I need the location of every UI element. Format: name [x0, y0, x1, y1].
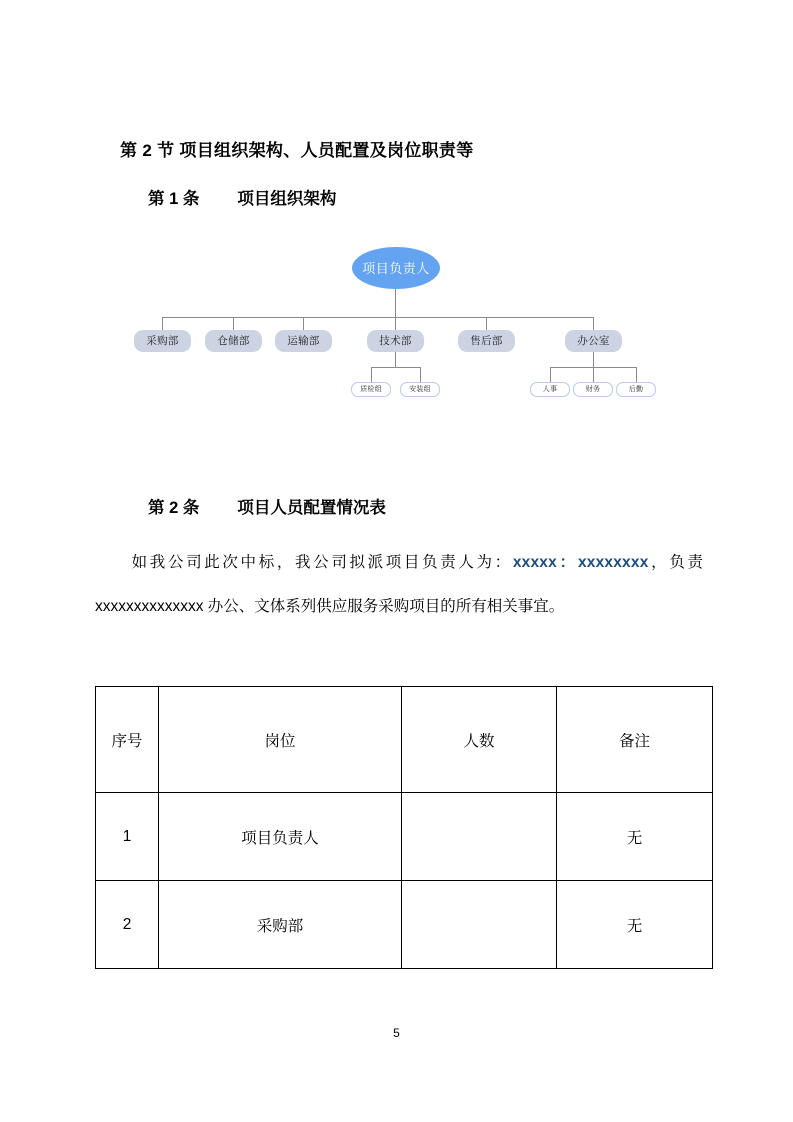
table-header-note: 备注: [557, 687, 713, 793]
connector-office-drop-2: [593, 367, 594, 382]
article-1-title: 项目组织架构: [237, 190, 337, 208]
table-cell-post: 采购部: [159, 881, 402, 969]
org-node-sub-installation: 安装组: [400, 382, 440, 397]
page-number: 5: [393, 1026, 400, 1040]
org-node-sub-finance: 财务: [573, 382, 613, 397]
org-node-dept-office: 办公室: [565, 330, 622, 352]
table-cell-no: 1: [96, 793, 159, 881]
connector-technical-stem: [395, 352, 396, 367]
connector-office-drop-3: [636, 367, 637, 382]
article-2-number: 第 2 条: [148, 499, 200, 517]
connector-drop-2: [233, 317, 234, 330]
connector-root-stem: [395, 289, 396, 317]
table-header-no: 序号: [96, 687, 159, 793]
connector-drop-4: [395, 317, 396, 330]
org-node-dept-technical: 技术部: [367, 330, 424, 352]
connector-drop-1: [162, 317, 163, 330]
connector-bus: [162, 317, 593, 318]
table-cell-count: [402, 793, 557, 881]
connector-technical-drop-1: [371, 367, 372, 382]
connector-drop-5: [486, 317, 487, 330]
paragraph-part-1: 如我公司此次中标，我公司拟派项目负责人为：: [129, 554, 513, 571]
table-cell-count: [402, 881, 557, 969]
article-1-number: 第 1 条: [148, 190, 200, 208]
body-paragraph: [95, 541, 703, 629]
personnel-table: [95, 686, 713, 969]
org-node-root: 项目负责人: [352, 247, 440, 289]
table-header-row: [96, 687, 713, 793]
article-2-heading: [148, 494, 386, 518]
table-row: [96, 881, 713, 969]
article-1-heading: [148, 185, 336, 209]
section-heading: 第 2 节 项目组织架构、人员配置及岗位职责等: [120, 141, 474, 160]
org-node-dept-purchasing: 采购部: [134, 330, 191, 352]
connector-drop-3: [303, 317, 304, 330]
org-node-sub-quality: 质检组: [351, 382, 391, 397]
article-2-title: 项目人员配置情况表: [237, 499, 386, 517]
connector-office-stem: [593, 352, 594, 367]
table-row: [96, 793, 713, 881]
paragraph-highlight: xxxxx：xxxxxxxx: [512, 554, 649, 571]
connector-drop-6: [593, 317, 594, 330]
org-node-sub-logistics: 后勤: [616, 382, 656, 397]
table-header-count: 人数: [402, 687, 557, 793]
connector-technical-drop-2: [420, 367, 421, 382]
connector-office-drop-1: [550, 367, 551, 382]
table-cell-note: 无: [557, 881, 713, 969]
table-header-post: 岗位: [159, 687, 402, 793]
table-cell-no: 2: [96, 881, 159, 969]
org-chart: [0, 230, 793, 420]
org-node-dept-aftersales: 售后部: [458, 330, 515, 352]
table-cell-post: 项目负责人: [159, 793, 402, 881]
org-node-dept-warehouse: 仓储部: [205, 330, 262, 352]
org-node-sub-hr: 人事: [530, 382, 570, 397]
paragraph-part-2: ，负责 xxxxxxxxxxxxxx 办公、文体系列供应服务采购项目的所有相关事宜。: [95, 554, 703, 615]
org-node-dept-transport: 运输部: [275, 330, 332, 352]
table-cell-note: 无: [557, 793, 713, 881]
connector-technical-bus: [371, 367, 420, 368]
